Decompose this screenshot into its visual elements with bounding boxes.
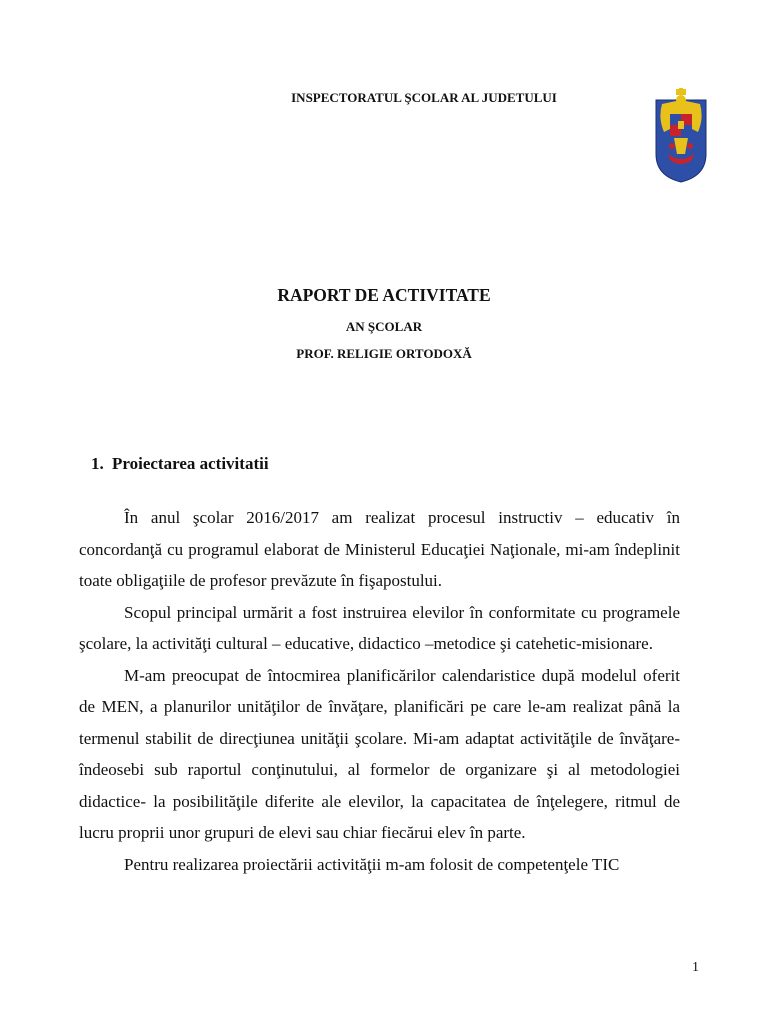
paragraph: M-am preocupat de întocmirea planificărilor calendaristice după modelul oferit de MEN, a planurilor unităţilor de învăţare, planificări pe care le-am realizat până la termenul stabilit de direcţiunea unităţii şcolare. Mi-am adaptat activităţile de învăţare- îndeosebi sub raportul conţinutului, al formelor de organizare şi al metodologiei didactice- la posibilităţile diferite ale elevilor, la capacitatea de înţelegere, ritmul de lucru proprii unor grupuri de elevi sau chiar fiecărui elev în parte.	[79, 665, 680, 842]
section-title: Proiectarea activitatii	[112, 454, 269, 473]
paragraph: Pentru realizarea proiectării activităţii m-am folosit de competenţele TIC	[124, 854, 620, 874]
document-subtitle-year: AN ŞCOLAR	[345, 319, 423, 334]
page-number: 1	[692, 960, 699, 975]
document-body	[79, 502, 680, 880]
coat-of-arms-icon	[654, 88, 708, 184]
header-institution: INSPECTORATUL ŞCOLAR AL JUDETULUI	[291, 90, 557, 105]
paragraph: Scopul principal urmărit a fost instruirea elevilor în conformitate cu programele şcolare, la activităţi cultural – educative, didactico –metodice şi catehetic-misionare.	[79, 602, 680, 653]
document-subtitle-role: PROF. RELIGIE ORTODOXĂ	[296, 346, 472, 361]
paragraph: În anul şcolar 2016/2017 am realizat procesul instructiv – educativ în concordanţă cu programul elaborat de Ministerul Educaţiei Naţionale, mi-am îndeplinit toate obligaţiile de profesor prevăzute în fişapostului.	[79, 508, 680, 590]
document-title: RAPORT DE ACTIVITATE	[277, 285, 491, 305]
section-heading	[91, 454, 269, 474]
section-number: 1.	[91, 454, 104, 473]
